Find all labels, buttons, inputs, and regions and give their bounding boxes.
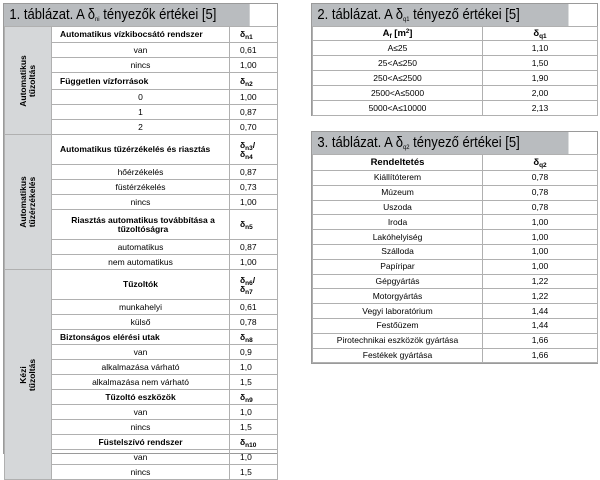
table1-label-cell: Automatikus tűzérzékelés és riasztás: [52, 135, 230, 165]
table2-row: [313, 71, 598, 86]
table1-subheader-row: [5, 27, 278, 43]
table3-row: [313, 230, 598, 245]
table2-title: 2. táblázat. A $\delta_{q1}$ tényező értékei [5]: [312, 4, 569, 26]
table1-label-cell: van: [52, 43, 230, 58]
table3-value-cell: 1,66: [483, 348, 598, 363]
table3-label-cell: Gépgyártás: [313, 274, 483, 289]
table3-label-cell: Lakóhelyiség: [313, 230, 483, 245]
table2-col2-header: $\delta_{q1}$: [483, 27, 598, 41]
table1-value-cell: $\delta_{n3}/$ $\delta_{n4}$: [230, 135, 278, 165]
table1-label-cell: Füstelszívó rendszer: [52, 435, 230, 450]
table1-value-cell: 1,0: [230, 405, 278, 420]
table3-value-cell: 1,00: [483, 215, 598, 230]
table1-value-cell: 1,5: [230, 465, 278, 480]
group-automatikus-tuzerzekeles: [5, 135, 52, 270]
table3-row: [313, 200, 598, 215]
table1-label-cell: nincs: [52, 58, 230, 73]
table3-row: [313, 171, 598, 186]
table3-value-cell: 1,44: [483, 318, 598, 333]
table1-label-cell: nincs: [52, 195, 230, 210]
table3-value-cell: 1,00: [483, 230, 598, 245]
table3-panel: [311, 131, 598, 364]
table1: [4, 26, 278, 480]
table1-label-cell: nincs: [52, 420, 230, 435]
table3-value-cell: 1,66: [483, 333, 598, 348]
table3-row: [313, 244, 598, 259]
group-kezi-tuzoltas: [5, 270, 52, 480]
table1-value-cell: 0,61: [230, 300, 278, 315]
table1-label-cell: munkahelyi: [52, 300, 230, 315]
table1-value-cell: 1,0: [230, 360, 278, 375]
table1-value-cell: 0,87: [230, 105, 278, 120]
table1-label-cell: Független vízforrások: [52, 73, 230, 90]
table1-label-cell: 1: [52, 105, 230, 120]
table2-panel: [311, 3, 598, 116]
table1-label-cell: alkalmazása várható: [52, 360, 230, 375]
table1-label-cell: automatikus: [52, 240, 230, 255]
table3-col1-header: Rendeltetés: [313, 155, 483, 171]
table1-value-cell: 1,5: [230, 375, 278, 390]
table2-row: [313, 41, 598, 56]
table2-value-cell: 2,13: [483, 101, 598, 116]
table3-row: [313, 348, 598, 363]
table2-value-cell: 2,00: [483, 86, 598, 101]
table3-row: [313, 333, 598, 348]
table3-label-cell: Iroda: [313, 215, 483, 230]
table2-value-cell: 1,90: [483, 71, 598, 86]
table1-value-cell: 0,78: [230, 315, 278, 330]
table1-value-cell: $\delta_{n6}/$ $\delta_{n7}$: [230, 270, 278, 300]
table3-value-cell: 0,78: [483, 200, 598, 215]
table1-label-cell: van: [52, 345, 230, 360]
table1-label-cell: füstérzékelés: [52, 180, 230, 195]
table2-value-cell: 1,50: [483, 56, 598, 71]
table2-row: [313, 86, 598, 101]
table3-row: [313, 318, 598, 333]
table2-row: [313, 101, 598, 116]
table1-value-cell: 0,9: [230, 345, 278, 360]
table3-row: [313, 215, 598, 230]
table3-label-cell: Uszoda: [313, 200, 483, 215]
table1-label-cell: Riasztás automatikus továbbítása a tűzoltóságra: [52, 210, 230, 240]
table1-label-cell: Automatikus vízkibocsátó rendszer: [52, 27, 230, 43]
table1-value-cell: $\delta_{n2}$: [230, 73, 278, 90]
table3-value-cell: 1,00: [483, 259, 598, 274]
table3-value-cell: 1,22: [483, 274, 598, 289]
table2-label-cell: 5000<A≤10000: [313, 101, 483, 116]
table2-label-cell: 25<A≤250: [313, 56, 483, 71]
table1-label-cell: van: [52, 450, 230, 465]
table2-row: [313, 56, 598, 71]
table1-value-cell: 0,61: [230, 43, 278, 58]
table3-label-cell: Pirotechnikai eszközök gyártása: [313, 333, 483, 348]
table2-label-cell: 250<A≤2500: [313, 71, 483, 86]
table1-label-cell: Tűzoltók: [52, 270, 230, 300]
table3-label-cell: Motorgyártás: [313, 289, 483, 304]
table3-label-cell: Vegyi laboratórium: [313, 304, 483, 319]
table1-value-cell: 1,00: [230, 90, 278, 105]
table3-value-cell: 1,00: [483, 244, 598, 259]
table1-label-cell: Tűzoltó eszközök: [52, 390, 230, 405]
table1-value-cell: 1,00: [230, 255, 278, 270]
table3-label-cell: Festőüzem: [313, 318, 483, 333]
table1-label-cell: 0: [52, 90, 230, 105]
table1-subheader-row: [5, 135, 278, 165]
table1-value-cell: $\delta_{n10}$: [230, 435, 278, 450]
table1-label-cell: van: [52, 405, 230, 420]
table1-value-cell: $\delta_{n9}$: [230, 390, 278, 405]
table1-value-cell: 1,5: [230, 420, 278, 435]
group-label: Automatikus tűzérzékelés: [18, 176, 37, 228]
table3-row: [313, 289, 598, 304]
table1-label-cell: 2: [52, 120, 230, 135]
table2-col1-header: $A_f$ $[m^2]$: [313, 27, 483, 41]
group-label: Automatikus tűzoltás: [18, 54, 37, 107]
table1-value-cell: 0,87: [230, 165, 278, 180]
table3-value-cell: 0,78: [483, 185, 598, 200]
table3: [312, 154, 598, 363]
table1-value-cell: 1,00: [230, 58, 278, 73]
table3-label-cell: Szálloda: [313, 244, 483, 259]
table1-value-cell: 0,73: [230, 180, 278, 195]
table3-value-cell: 1,22: [483, 289, 598, 304]
table3-row: [313, 259, 598, 274]
table1-value-cell: $\delta_{n8}$: [230, 330, 278, 345]
table1-value-cell: $\delta_{n1}$: [230, 27, 278, 43]
table3-row: [313, 274, 598, 289]
table1-label-cell: alkalmazása nem várható: [52, 375, 230, 390]
table3-label-cell: Papíripar: [313, 259, 483, 274]
table3-row: [313, 304, 598, 319]
table1-value-cell: 0,70: [230, 120, 278, 135]
group-label: Kézi tűzoltás: [18, 358, 37, 391]
table2-value-cell: 1,10: [483, 41, 598, 56]
group-automatikus-tuzoltas: [5, 27, 52, 135]
table3-label-cell: Múzeum: [313, 185, 483, 200]
table1-value-cell: 1,0: [230, 450, 278, 465]
table1-title: 1. táblázat. A $\delta_{ni}$ tényezők értékei [5]: [4, 4, 250, 26]
table1-label-cell: Biztonságos elérési utak: [52, 330, 230, 345]
table1-label-cell: nem automatikus: [52, 255, 230, 270]
table1-value-cell: 1,00: [230, 195, 278, 210]
table1-label-cell: nincs: [52, 465, 230, 480]
table3-col2-header: $\delta_{q2}$: [483, 155, 598, 171]
table3-label-cell: Festékek gyártása: [313, 348, 483, 363]
table2-label-cell: 2500<A≤5000: [313, 86, 483, 101]
table1-value-cell: $\delta_{n5}$: [230, 210, 278, 240]
table3-label-cell: Kiállítóterem: [313, 171, 483, 186]
table2-label-cell: A≤25: [313, 41, 483, 56]
table1-subheader-row: [5, 270, 278, 300]
table1-label-cell: hőérzékelés: [52, 165, 230, 180]
table1-panel: [3, 3, 278, 477]
table1-label-cell: külső: [52, 315, 230, 330]
table3-value-cell: 0,78: [483, 171, 598, 186]
table3-row: [313, 185, 598, 200]
table3-value-cell: 1,44: [483, 304, 598, 319]
table2: [312, 26, 598, 116]
table1-value-cell: 0,87: [230, 240, 278, 255]
table3-title: 3. táblázat. A $\delta_{q2}$ tényező értékei [5]: [312, 132, 569, 154]
